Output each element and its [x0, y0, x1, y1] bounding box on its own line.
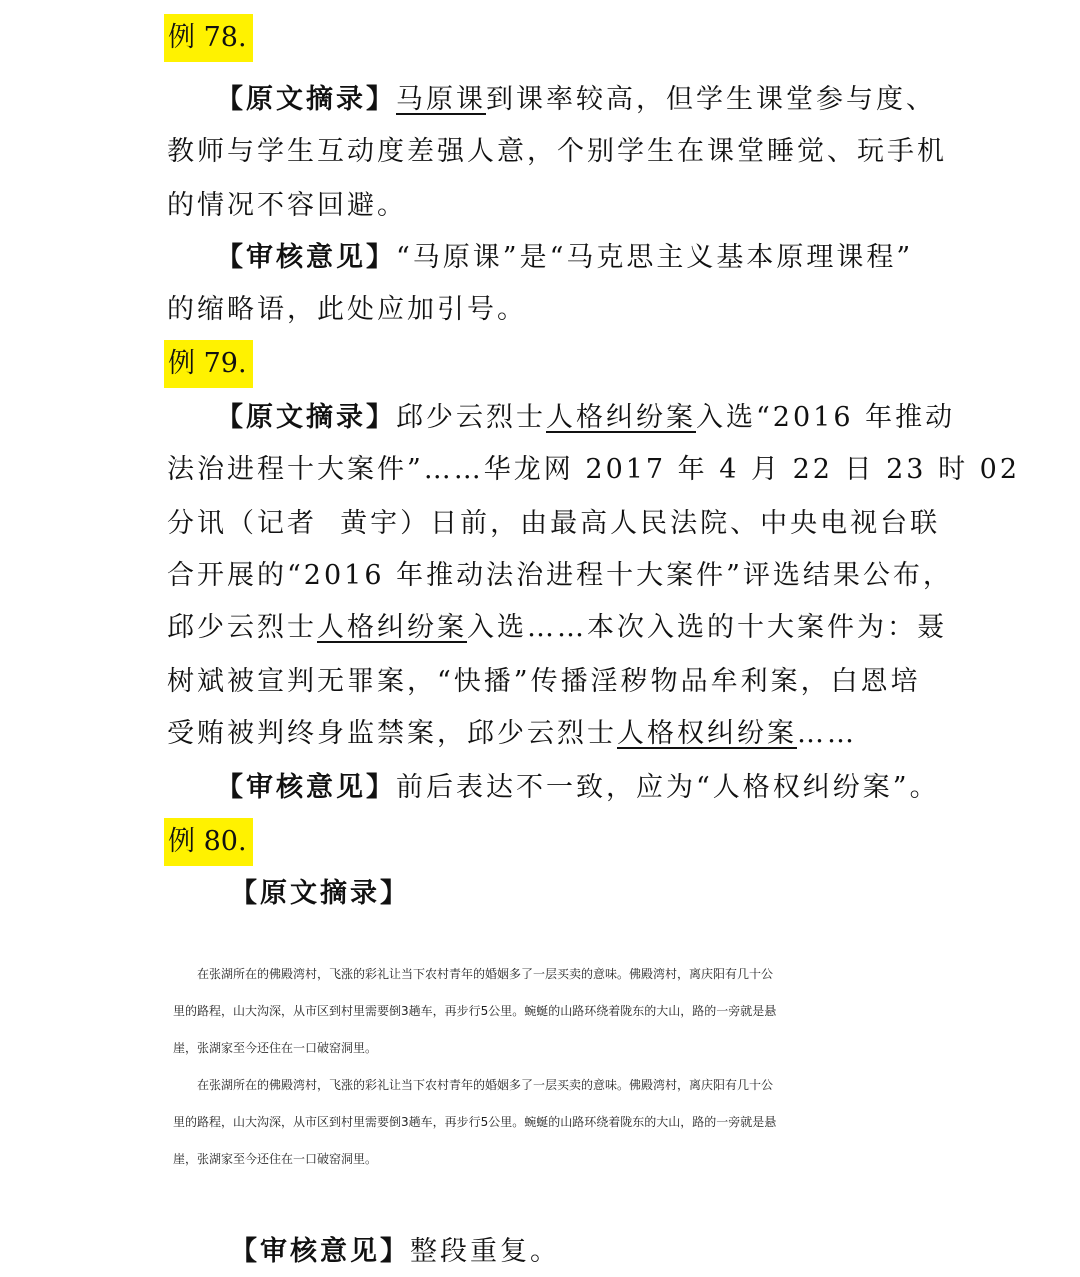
excerpt-line: 的情况不容回避。 [167, 190, 407, 221]
text-segment: 整段重复。 [410, 1236, 560, 1267]
excerpt-line [230, 874, 410, 914]
review-title: 【审核意见】 [216, 772, 396, 803]
excerpt-line: 合开展的“2016 年推动法治进程十大案件”评选结果公布， [167, 560, 953, 591]
excerpt-line: 法治进程十大案件”……华龙网 2017 年 4 月 22 日 23 时 02 [167, 454, 1021, 485]
text-segment: 前后表达不一致，应为“人格权纠纷案”。 [396, 772, 940, 803]
example-label: 例 79. [164, 340, 253, 388]
text-segment: 邱少云烈士 [167, 612, 317, 643]
underlined-term: 马原课 [396, 84, 486, 115]
excerpt-line: 分讯（记者 黄宇）日前，由最高人民法院、中央电视台联 [167, 508, 941, 539]
excerpt-line [167, 714, 857, 754]
underlined-term: 人格权纠纷案 [617, 718, 797, 749]
review-line [216, 768, 940, 808]
text-segment: 邱少云烈士 [396, 402, 546, 433]
text-segment: “马原课”是“马克思主义基本原理课程” [396, 242, 914, 273]
underlined-term: 人格纠纷案 [317, 612, 467, 643]
underlined-term: 人格纠纷案 [546, 402, 696, 433]
example-label: 例 78. [164, 14, 253, 62]
excerpt-title: 【原文摘录】 [216, 84, 396, 115]
review-line [216, 238, 913, 278]
text-segment: 受贿被判终身监禁案，邱少云烈士 [167, 718, 617, 749]
excerpt-line [216, 398, 955, 438]
snippet-line: 崖，张湖家至今还住在一口破窑洞里。 [173, 1041, 378, 1055]
excerpt-line [167, 608, 947, 648]
review-title: 【审核意见】 [230, 1236, 410, 1267]
text-segment: 到课率较高，但学生课堂参与度、 [486, 84, 936, 115]
review-title: 【审核意见】 [216, 242, 396, 273]
excerpt-line: 教师与学生互动度差强人意，个别学生在课堂睡觉、玩手机 [167, 136, 947, 167]
excerpt-title: 【原文摘录】 [216, 402, 396, 433]
text-segment: 入选“2016 年推动 [696, 402, 956, 433]
snippet-line: 里的路程，山大沟深，从市区到村里需要倒3趟车，再步行5公里。蜿蜒的山路环绕着陇东的大山，路的一旁就是悬 [173, 1004, 777, 1018]
snippet-line: 崖，张湖家至今还住在一口破窑洞里。 [173, 1152, 378, 1166]
excerpt-line [216, 80, 936, 120]
excerpt-title: 【原文摘录】 [230, 878, 410, 909]
snippet-line: 里的路程，山大沟深，从市区到村里需要倒3趟车，再步行5公里。蜿蜒的山路环绕着陇东的大山，路的一旁就是悬 [173, 1115, 777, 1129]
review-line [230, 1232, 560, 1272]
excerpt-line: 树斌被宣判无罪案，“快播”传播淫秽物品牟利案，白恩培 [167, 666, 921, 697]
snippet-line: 在张湖所在的佛殿湾村，飞涨的彩礼让当下农村青年的婚姻多了一层买卖的意味。佛殿湾村，离庆阳有几十公 [197, 967, 774, 981]
example-label: 例 80. [164, 818, 253, 866]
snippet-line: 在张湖所在的佛殿湾村，飞涨的彩礼让当下农村青年的婚姻多了一层买卖的意味。佛殿湾村，离庆阳有几十公 [197, 1078, 774, 1092]
text-segment: 入选……本次入选的十大案件为：聂 [467, 612, 947, 643]
text-segment: …… [797, 718, 857, 749]
review-line: 的缩略语，此处应加引号。 [167, 294, 527, 325]
